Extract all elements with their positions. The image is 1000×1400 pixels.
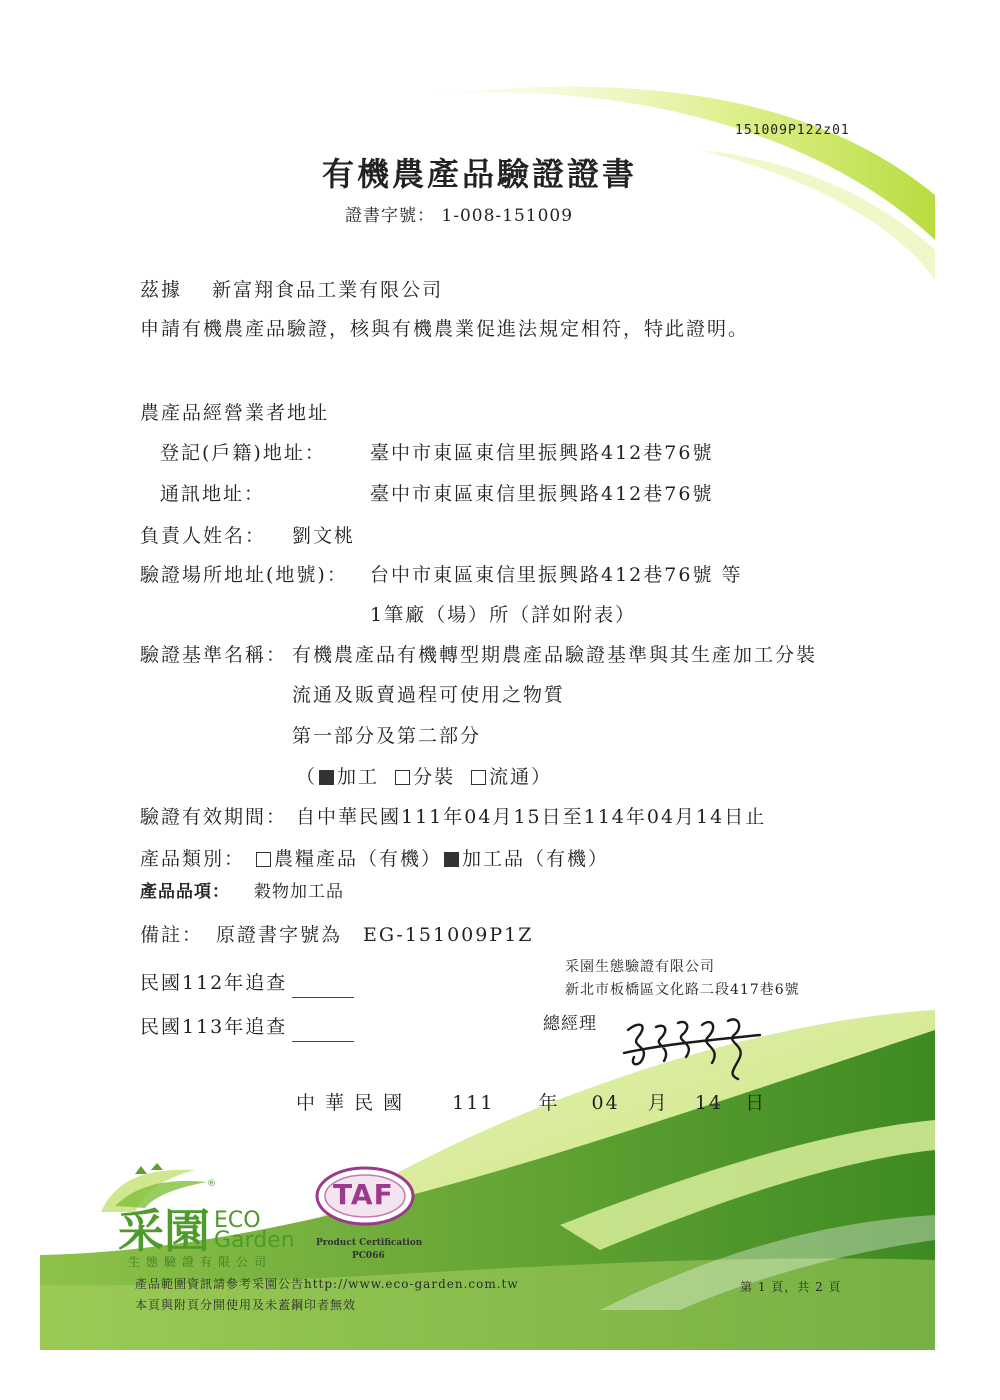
cert-number-label: 證書字號： (345, 206, 435, 226)
page-info: 第 1 頁，共 2 頁 (740, 1280, 842, 1294)
validity-period: 自中華民國111年04月15日至114年04月14日止 (296, 806, 767, 828)
owner-label: 負責人姓名： (140, 525, 267, 547)
note-label: 備註： (140, 924, 204, 946)
certificate-title: 有機農產品驗證證書 (322, 155, 638, 193)
standard-line3: 第一部分及第二部分 (292, 725, 482, 747)
date-year: 111 (452, 1092, 495, 1114)
date-prefix: 中 華 民 國 (296, 1092, 405, 1114)
validity-label: 驗證有效期間： (140, 806, 288, 828)
scope-close-paren: ） (531, 766, 553, 788)
cert-number: 1-008-151009 (441, 206, 574, 226)
taf-cert-line1: Product Certification (316, 1238, 423, 1248)
category-processed-label: 加工品（有機） (462, 848, 610, 870)
category-agri-label: 農糧產品（有機） (274, 848, 443, 870)
footer-info-line: 產品範圍資訊請參考采園公告http://www.eco-garden.com.tw (135, 1277, 519, 1291)
registered-address-label: 登記(戶籍)地址： (160, 442, 326, 464)
category-label: 產品類別： (140, 848, 246, 870)
logo-eco-text: ECO (214, 1208, 261, 1233)
logo-chinese-name: 采園 (118, 1204, 210, 1258)
audit-113-line (292, 1041, 354, 1042)
mailing-address: 臺中市東區東信里振興路412巷76號 (370, 483, 714, 505)
standard-line2: 流通及販賣過程可使用之物質 (292, 684, 566, 706)
scope-processing-label: 加工 (337, 766, 380, 788)
standard-label: 驗證基準名稱： (140, 644, 288, 666)
scope-packaging-label: 分裝 (413, 766, 456, 788)
document-code: 151009P122z01 (735, 123, 850, 138)
logo-garden-text: Garden (214, 1228, 295, 1253)
taf-cert-line2: PC066 (352, 1251, 385, 1261)
scope-checkboxes (296, 768, 552, 787)
item-label: 產品品項： (140, 882, 230, 902)
company-name: 新富翔食品工業有限公司 (212, 279, 444, 301)
site-address-label: 驗證場所地址(地號)： (140, 564, 348, 586)
date-day-unit: 日 (745, 1092, 767, 1114)
site-address-line2: 1筆廠（場）所（詳如附表） (370, 604, 637, 626)
date-month-unit: 月 (647, 1092, 669, 1114)
date-year-unit: 年 (538, 1092, 560, 1114)
owner-name: 劉文桃 (292, 525, 356, 547)
scope-open-paren: （ (296, 766, 318, 788)
audit-112-label: 民國112年追查 (140, 972, 288, 994)
standard-line1: 有機農產品有機轉型期農產品驗證基準與其生產加工分裝 (292, 644, 818, 666)
general-manager-label: 總經理 (543, 1014, 597, 1034)
taf-mark-text: TAF (333, 1178, 394, 1211)
category-options (254, 850, 609, 869)
date-month: 04 (591, 1092, 620, 1114)
cert-number-line (345, 208, 573, 225)
checkbox-agri-products (256, 852, 271, 867)
site-address-line1: 台中市東區東信里振興路412巷76號 等 (370, 564, 743, 586)
audit-113-label: 民國113年追查 (140, 1016, 288, 1038)
issuer-name: 采園生態驗證有限公司 (565, 959, 715, 975)
statement: 申請有機農產品驗證，核與有機農業促進法規定相符，特此證明。 (140, 318, 750, 340)
audit-112-line (292, 997, 354, 998)
registered-address: 臺中市東區東信里振興路412巷76號 (370, 442, 714, 464)
checkbox-distribution (471, 770, 486, 785)
intro-label: 茲據 (140, 279, 183, 301)
checkbox-processed-products (444, 852, 459, 867)
signature-image (620, 1005, 770, 1085)
scope-distribution-label: 流通 (489, 766, 532, 788)
mailing-address-label: 通訊地址： (160, 483, 266, 505)
logo-registered-mark: ® (207, 1179, 216, 1189)
note-text: 原證書字號為 EG-151009P1Z (216, 924, 534, 946)
issuer-address: 新北市板橋區文化路二段417巷6號 (565, 982, 800, 998)
date-day: 14 (694, 1092, 724, 1114)
address-section-title: 農產品經營業者地址 (140, 402, 330, 424)
intro-line (140, 281, 443, 300)
logo-subtitle: 生態驗證有限公司 (128, 1255, 273, 1269)
checkbox-packaging (395, 770, 410, 785)
checkbox-processing (319, 770, 334, 785)
product-item: 穀物加工品 (254, 882, 344, 902)
issue-date (296, 1094, 766, 1113)
footer-validity-note: 本頁與附頁分開使用及未蓋鋼印者無效 (135, 1298, 357, 1312)
